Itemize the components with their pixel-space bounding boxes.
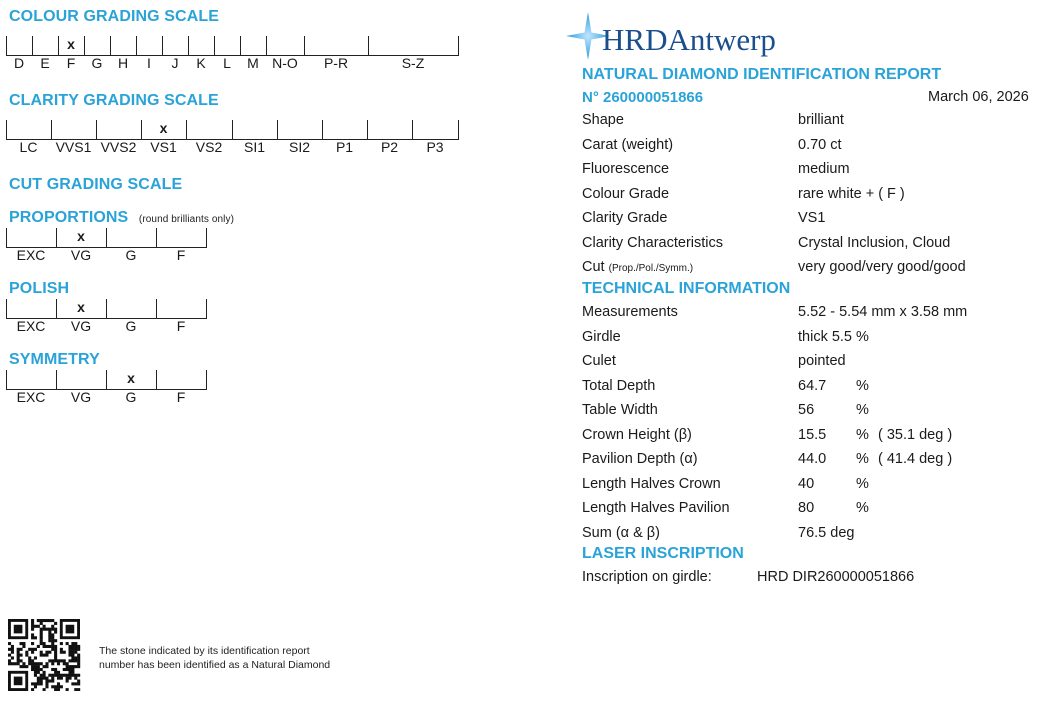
sum-value: 76.5 deg [798, 525, 855, 541]
proportions-scale [6, 228, 208, 278]
culet-label: Culet [582, 353, 616, 369]
symmetry-title: SYMMETRY [9, 351, 100, 368]
total-depth-label: Total Depth [582, 378, 656, 394]
sparkle-star-icon [562, 10, 802, 62]
scale-tick [56, 228, 57, 248]
shape-label: Shape [582, 112, 624, 128]
scale-tick [266, 36, 267, 56]
scale-selected-mark: x [67, 36, 75, 52]
scale-tick [240, 36, 241, 56]
length-halves-pavilion-label: Length Halves Pavilion [582, 500, 730, 516]
scale-tick [32, 36, 33, 56]
scale-selected-mark: x [77, 228, 85, 244]
scale-label: VG [70, 318, 92, 334]
colour-grade-value: rare white + ( F ) [798, 186, 905, 202]
scale-tick [232, 120, 233, 140]
scale-label: G [125, 247, 137, 263]
scale-tick [367, 120, 368, 140]
girdle-value: thick 5.5 % [798, 329, 869, 345]
scale-label: H [117, 55, 129, 71]
length-halves-crown-label: Length Halves Crown [582, 476, 721, 492]
sum-label: Sum (α & β) [582, 525, 660, 541]
laser-inscription-value: HRD DIR260000051866 [757, 569, 915, 585]
scale-label: P-R [323, 55, 349, 71]
symmetry-scale [6, 370, 208, 420]
pavilion-depth-angle: ( 41.4 deg ) [878, 451, 953, 467]
scale-label: G [125, 318, 137, 334]
scale-label: VS2 [195, 139, 223, 155]
scale-tick [162, 36, 163, 56]
scale-label: VG [70, 389, 92, 405]
length-halves-crown-value: 40 [798, 476, 815, 492]
scale-tick [6, 370, 7, 390]
carat-label: Carat (weight) [582, 137, 674, 153]
length-halves-pavilion-value: 80 [798, 500, 815, 516]
scale-tick [51, 120, 52, 140]
clarity-characteristics-value: Crystal Inclusion, Cloud [798, 235, 951, 251]
scale-label: F [176, 247, 186, 263]
scale-selected-mark: x [77, 299, 85, 315]
crown-height-label: Crown Height (β) [582, 427, 692, 443]
report-title: NATURAL DIAMOND IDENTIFICATION REPORT [582, 66, 942, 83]
scale-tick [106, 370, 107, 390]
scale-tick [6, 228, 7, 248]
scale-tick [6, 299, 7, 319]
technical-info-title: TECHNICAL INFORMATION [582, 280, 791, 297]
scale-tick [412, 120, 413, 140]
scale-tick [206, 370, 207, 390]
scale-tick [186, 120, 187, 140]
scale-label: K [196, 55, 206, 71]
proportions-title [9, 209, 234, 227]
length-halves-crown-unit: % [856, 476, 869, 492]
cut-label [582, 259, 693, 275]
cut-label-sub: (Prop./Pol./Symm.) [608, 263, 694, 274]
clarity-characteristics-label: Clarity Characteristics [582, 235, 723, 251]
scale-tick [156, 299, 157, 319]
clarity-grading-scale [6, 120, 460, 170]
qr-code-icon [8, 619, 82, 691]
scale-label: VVS1 [55, 139, 92, 155]
scale-label: F [66, 55, 76, 71]
scale-label: E [40, 55, 50, 71]
colour-scale-title: COLOUR GRADING SCALE [9, 8, 219, 25]
scale-tick [277, 120, 278, 140]
scale-tick [214, 36, 215, 56]
scale-label: I [147, 55, 151, 71]
scale-label: G [125, 389, 137, 405]
scale-label: EXC [16, 318, 46, 334]
scale-tick [458, 36, 459, 56]
scale-label: P1 [335, 139, 354, 155]
scale-tick [58, 36, 59, 56]
laser-inscription-label: Inscription on girdle: [582, 569, 712, 585]
scale-selected-mark: x [127, 370, 135, 386]
scale-tick [206, 299, 207, 319]
colour-grade-label: Colour Grade [582, 186, 670, 202]
total-depth-unit: % [856, 378, 869, 394]
crown-height-angle: ( 35.1 deg ) [878, 427, 953, 443]
shape-value: brilliant [798, 112, 844, 128]
total-depth-value: 64.7 [798, 378, 827, 394]
pavilion-depth-value: 44.0 [798, 451, 827, 467]
scale-tick [96, 120, 97, 140]
scale-label: F [176, 318, 186, 334]
scale-tick [56, 299, 57, 319]
qr-code [8, 619, 82, 691]
pavilion-depth-unit: % [856, 451, 869, 467]
scale-tick [156, 370, 157, 390]
report-number: N° 260000051866 [582, 89, 704, 106]
hrd-antwerp-logo [562, 10, 802, 62]
scale-label: P2 [380, 139, 399, 155]
scale-tick [458, 120, 459, 140]
scale-tick [136, 36, 137, 56]
scale-label: EXC [16, 247, 46, 263]
scale-label: LC [19, 139, 38, 155]
scale-tick [106, 228, 107, 248]
scale-tick [110, 36, 111, 56]
scale-tick [56, 370, 57, 390]
table-width-unit: % [856, 402, 869, 418]
crown-height-unit: % [856, 427, 869, 443]
scale-selected-mark: x [159, 120, 168, 136]
fluorescence-value: medium [798, 161, 850, 177]
report-date: March 06, 2026 [928, 89, 1029, 105]
disclaimer-text: The stone indicated by its identification report number has been identified as a Natural Diamond [99, 645, 331, 671]
scale-tick [304, 36, 305, 56]
polish-scale [6, 299, 208, 349]
scale-label: EXC [16, 389, 46, 405]
scale-label: D [13, 55, 25, 71]
scale-label: L [223, 55, 231, 71]
proportions-title-text: PROPORTIONS [9, 209, 129, 226]
scale-label: VVS2 [100, 139, 137, 155]
scale-label: VG [70, 247, 92, 263]
scale-label: SI2 [288, 139, 311, 155]
scale-tick [206, 228, 207, 248]
scale-label: P3 [426, 139, 444, 155]
scale-tick [368, 36, 369, 56]
scale-tick [141, 120, 142, 140]
logo-text: HRDAntwerp [602, 22, 776, 57]
scale-label: F [176, 389, 186, 405]
scale-tick [322, 120, 323, 140]
scale-tick [106, 299, 107, 319]
table-width-label: Table Width [582, 402, 658, 418]
cut-scale-title: CUT GRADING SCALE [9, 176, 183, 193]
girdle-label: Girdle [582, 329, 621, 345]
crown-height-value: 15.5 [798, 427, 827, 443]
scale-label: N-O [272, 55, 298, 71]
cut-label-text: Cut [582, 259, 605, 275]
scale-label: M [247, 55, 259, 71]
scale-tick [6, 36, 7, 56]
colour-grading-scale [6, 36, 460, 86]
scale-label: SI1 [243, 139, 266, 155]
polish-title: POLISH [9, 280, 70, 297]
proportions-note: (round brilliants only) [138, 214, 235, 225]
measurements-label: Measurements [582, 304, 678, 320]
scale-tick [6, 120, 7, 140]
measurements-value: 5.52 - 5.54 mm x 3.58 mm [798, 304, 968, 320]
cut-value: very good/very good/good [798, 259, 966, 275]
culet-value: pointed [798, 353, 846, 369]
clarity-grade-label: Clarity Grade [582, 210, 668, 226]
fluorescence-label: Fluorescence [582, 161, 670, 177]
clarity-scale-title: CLARITY GRADING SCALE [9, 92, 219, 109]
scale-label: G [91, 55, 103, 71]
length-halves-pavilion-unit: % [856, 500, 869, 516]
carat-value: 0.70 ct [798, 137, 842, 153]
laser-inscription-title: LASER INSCRIPTION [582, 545, 744, 562]
scale-label: J [171, 55, 179, 71]
pavilion-depth-label: Pavilion Depth (α) [582, 451, 698, 467]
scale-tick [188, 36, 189, 56]
scale-tick [84, 36, 85, 56]
table-width-value: 56 [798, 402, 815, 418]
clarity-grade-value: VS1 [798, 210, 826, 226]
scale-label: S-Z [401, 55, 425, 71]
scale-tick [156, 228, 157, 248]
scale-label: VS1 [150, 139, 177, 155]
